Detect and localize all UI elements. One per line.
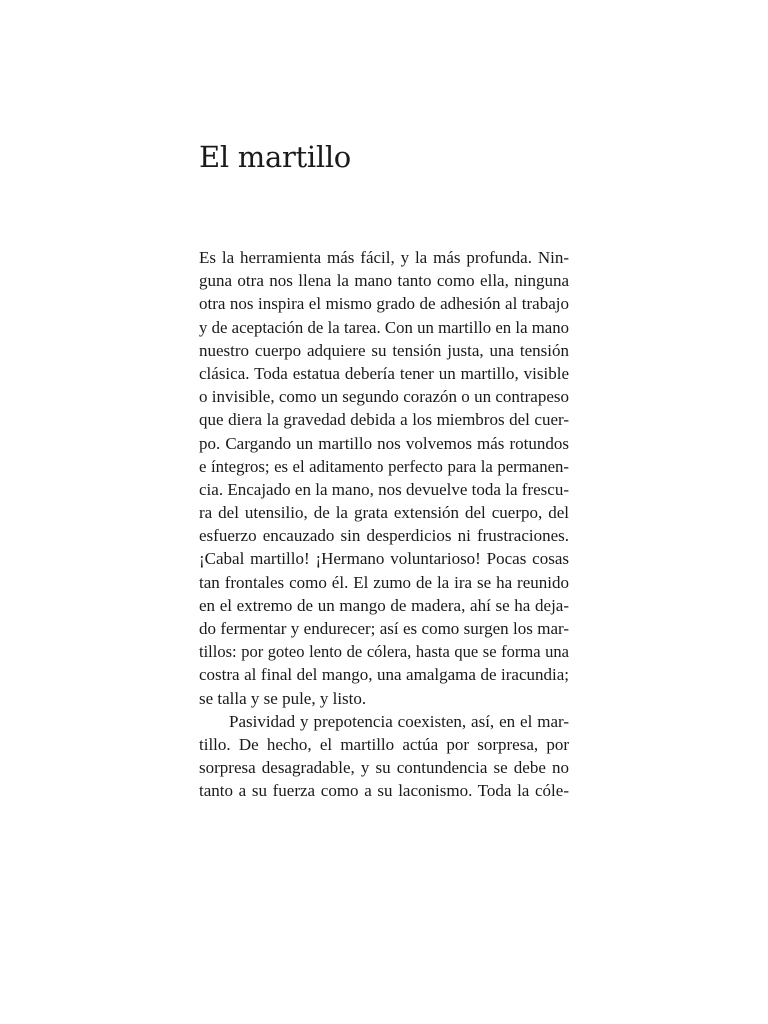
body-text	[199, 246, 569, 803]
text-line: tan frontales como él. El zumo de la ira se ha reunido	[199, 572, 569, 592]
text-line: y de aceptación de la tarea. Con un martillo en la mano	[199, 317, 569, 337]
text-line: cia. Encajado en la mano, nos devuelve toda la frescu-	[199, 479, 569, 499]
paragraph-1	[199, 246, 569, 710]
text-line: esfuerzo encauzado sin desperdicios ni frustraciones.	[199, 526, 569, 546]
paragraph-2	[199, 710, 569, 803]
text-line: tillos: por goteo lento de cólera, hasta que se forma una	[199, 642, 569, 662]
text-line: en el extremo de un mango de madera, ahí se ha deja-	[199, 595, 569, 615]
text-line: otra nos inspira el mismo grado de adhesión al trabajo	[199, 294, 569, 314]
text-line: que diera la gravedad debida a los miembros del cuer-	[199, 410, 569, 430]
text-line: sorpresa desagradable, y su contundencia se debe no	[199, 758, 569, 778]
text-line: po. Cargando un martillo nos volvemos más rotundos	[199, 433, 569, 453]
text-line: e íntegros; es el aditamento perfecto para la permanen-	[199, 456, 569, 476]
text-line: do fermentar y endurecer; así es como surgen los mar-	[199, 619, 569, 638]
text-line: se talla y se pule, y listo.	[199, 688, 367, 708]
text-line: costra al final del mango, una amalgama de iracundia;	[199, 665, 569, 685]
text-line: tanto a su fuerza como a su laconismo. Toda la cóle-	[199, 781, 569, 801]
text-line: guna otra nos llena la mano tanto como ella, ninguna	[199, 271, 569, 291]
text-line: clásica. Toda estatua debería tener un martillo, visible	[199, 363, 569, 383]
text-line: Es la herramienta más fácil, y la más profunda. Nin-	[199, 248, 569, 267]
chapter-title: El martillo	[199, 140, 351, 174]
text-line: ra del utensilio, de la grata extensión del cuerpo, del	[199, 503, 569, 523]
text-line: tillo. De hecho, el martillo actúa por sorpresa, por	[199, 734, 569, 754]
text-line: o invisible, como un segundo corazón o un contrapeso	[199, 387, 569, 407]
text-line: ¡Cabal martillo! ¡Hermano voluntarioso! Pocas cosas	[199, 549, 569, 569]
text-line: nuestro cuerpo adquiere su tensión justa, una tensión	[199, 340, 569, 360]
text-line: Pasividad y prepotencia coexisten, así, en el mar-	[229, 711, 569, 731]
